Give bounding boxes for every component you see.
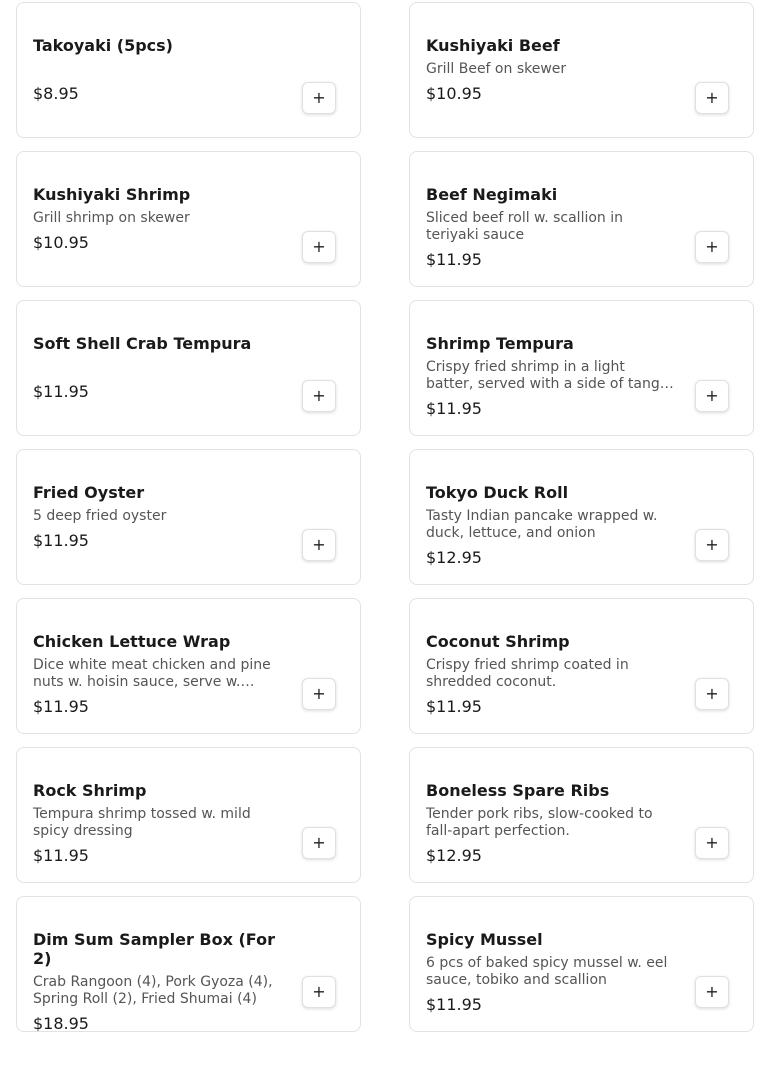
add-to-cart-button[interactable] xyxy=(695,231,729,263)
menu-item-price: $8.95 xyxy=(33,84,79,103)
menu-item-card[interactable] xyxy=(409,896,754,1032)
menu-item-card[interactable] xyxy=(16,151,361,287)
add-to-cart-button[interactable] xyxy=(302,82,336,114)
menu-grid xyxy=(16,2,754,1032)
menu-item-name: Chicken Lettuce Wrap xyxy=(33,632,231,651)
menu-item-price: $11.95 xyxy=(426,399,482,418)
menu-item-price: $10.95 xyxy=(33,233,89,252)
menu-item-description: Crispy fried shrimp coated in shredded coconut. xyxy=(426,657,629,690)
menu-item-card[interactable] xyxy=(409,151,754,287)
menu-item-card[interactable] xyxy=(16,2,361,138)
menu-item-details xyxy=(33,185,283,252)
menu-item-card[interactable] xyxy=(409,598,754,734)
menu-item-price: $12.95 xyxy=(426,846,482,865)
menu-item-name: Tokyo Duck Roll xyxy=(426,483,569,502)
menu-item-card[interactable] xyxy=(16,449,361,585)
menu-item-price: $11.95 xyxy=(33,846,89,865)
menu-item-description: Tempura shrimp tossed w. mild spicy dressing xyxy=(33,806,251,839)
add-to-cart-button[interactable] xyxy=(695,529,729,561)
menu-item-description: Grill shrimp on skewer xyxy=(33,210,190,226)
menu-item-price: $11.95 xyxy=(33,382,89,401)
plus-icon: + xyxy=(312,684,326,703)
menu-item-name: Kushiyaki Shrimp xyxy=(33,185,191,204)
menu-item-card[interactable] xyxy=(16,598,361,734)
menu-item-details xyxy=(426,334,676,418)
plus-icon: + xyxy=(705,982,719,1001)
add-to-cart-button[interactable] xyxy=(302,976,336,1008)
plus-icon: + xyxy=(705,833,719,852)
menu-item-card[interactable] xyxy=(409,747,754,883)
plus-icon: + xyxy=(312,88,326,107)
menu-item-price: $11.95 xyxy=(426,250,482,269)
menu-item-details xyxy=(426,930,676,1014)
menu-item-details xyxy=(33,334,283,401)
plus-icon: + xyxy=(312,237,326,256)
menu-item-name: Takoyaki (5pcs) xyxy=(33,36,173,55)
menu-item-details xyxy=(33,36,283,103)
plus-icon: + xyxy=(312,386,326,405)
menu-item-price: $10.95 xyxy=(426,84,482,103)
menu-item-description: Dice white meat chicken and pine nuts w. hoisin sauce, serve w.… xyxy=(33,657,271,690)
menu-item-price: $11.95 xyxy=(426,995,482,1014)
add-to-cart-button[interactable] xyxy=(302,678,336,710)
plus-icon: + xyxy=(705,535,719,554)
menu-item-details xyxy=(426,483,676,567)
menu-item-name: Soft Shell Crab Tempura xyxy=(33,334,252,353)
menu-item-details xyxy=(426,185,676,269)
menu-item-price: $12.95 xyxy=(426,548,482,567)
plus-icon: + xyxy=(312,535,326,554)
menu-item-name: Dim Sum Sampler Box (For 2) xyxy=(33,930,275,968)
menu-item-price: $11.95 xyxy=(33,531,89,550)
menu-item-card[interactable] xyxy=(409,300,754,436)
plus-icon: + xyxy=(705,88,719,107)
plus-icon: + xyxy=(312,982,326,1001)
add-to-cart-button[interactable] xyxy=(695,976,729,1008)
menu-item-description: Crispy fried shrimp in a light batter, served with a side of tangy xyxy=(426,359,668,392)
plus-icon: + xyxy=(705,386,719,405)
menu-item-details xyxy=(33,781,283,865)
add-to-cart-button[interactable] xyxy=(302,380,336,412)
menu-item-details xyxy=(426,781,676,865)
menu-item-description: Sliced beef roll w. scallion in teriyaki sauce xyxy=(426,210,624,243)
menu-item-name: Beef Negimaki xyxy=(426,185,558,204)
add-to-cart-button[interactable] xyxy=(695,678,729,710)
menu-item-card[interactable] xyxy=(16,300,361,436)
plus-icon: + xyxy=(705,237,719,256)
menu-item-name: Rock Shrimp xyxy=(33,781,147,800)
menu-item-price: $11.95 xyxy=(426,697,482,716)
menu-item-description: 5 deep fried oyster xyxy=(33,508,167,524)
menu-item-name: Spicy Mussel xyxy=(426,930,543,949)
menu-item-name: Coconut Shrimp xyxy=(426,632,570,651)
menu-item-details xyxy=(426,36,676,103)
menu-item-card[interactable] xyxy=(409,2,754,138)
plus-icon: + xyxy=(705,684,719,703)
menu-item-description: Tender pork ribs, slow-cooked to fall-apart perfection. xyxy=(426,806,653,839)
plus-icon: + xyxy=(312,833,326,852)
menu-item-price: $11.95 xyxy=(33,697,89,716)
add-to-cart-button[interactable] xyxy=(302,827,336,859)
add-to-cart-button[interactable] xyxy=(695,380,729,412)
menu-item-name: Shrimp Tempura xyxy=(426,334,574,353)
menu-item-name: Fried Oyster xyxy=(33,483,145,502)
menu-item-description: 6 pcs of baked spicy mussel w. eel sauce, tobiko and scallion xyxy=(426,955,668,988)
menu-item-description: Grill Beef on skewer xyxy=(426,61,567,77)
add-to-cart-button[interactable] xyxy=(695,827,729,859)
menu-item-name: Kushiyaki Beef xyxy=(426,36,560,55)
menu-item-card[interactable] xyxy=(16,896,361,1032)
menu-item-card[interactable] xyxy=(409,449,754,585)
menu-item-description: Tasty Indian pancake wrapped w. duck, lettuce, and onion xyxy=(426,508,658,541)
menu-item-name: Boneless Spare Ribs xyxy=(426,781,610,800)
menu-item-details xyxy=(33,483,283,550)
add-to-cart-button[interactable] xyxy=(302,231,336,263)
menu-item-details xyxy=(426,632,676,716)
menu-item-details xyxy=(33,930,283,1032)
menu-item-description: Crab Rangoon (4), Pork Gyoza (4), Spring Roll (2), Fried Shumai (4) xyxy=(33,974,273,1007)
menu-item-price: $18.95 xyxy=(33,1014,89,1032)
menu-item-card[interactable] xyxy=(16,747,361,883)
menu-item-details xyxy=(33,632,283,716)
add-to-cart-button[interactable] xyxy=(302,529,336,561)
add-to-cart-button[interactable] xyxy=(695,82,729,114)
